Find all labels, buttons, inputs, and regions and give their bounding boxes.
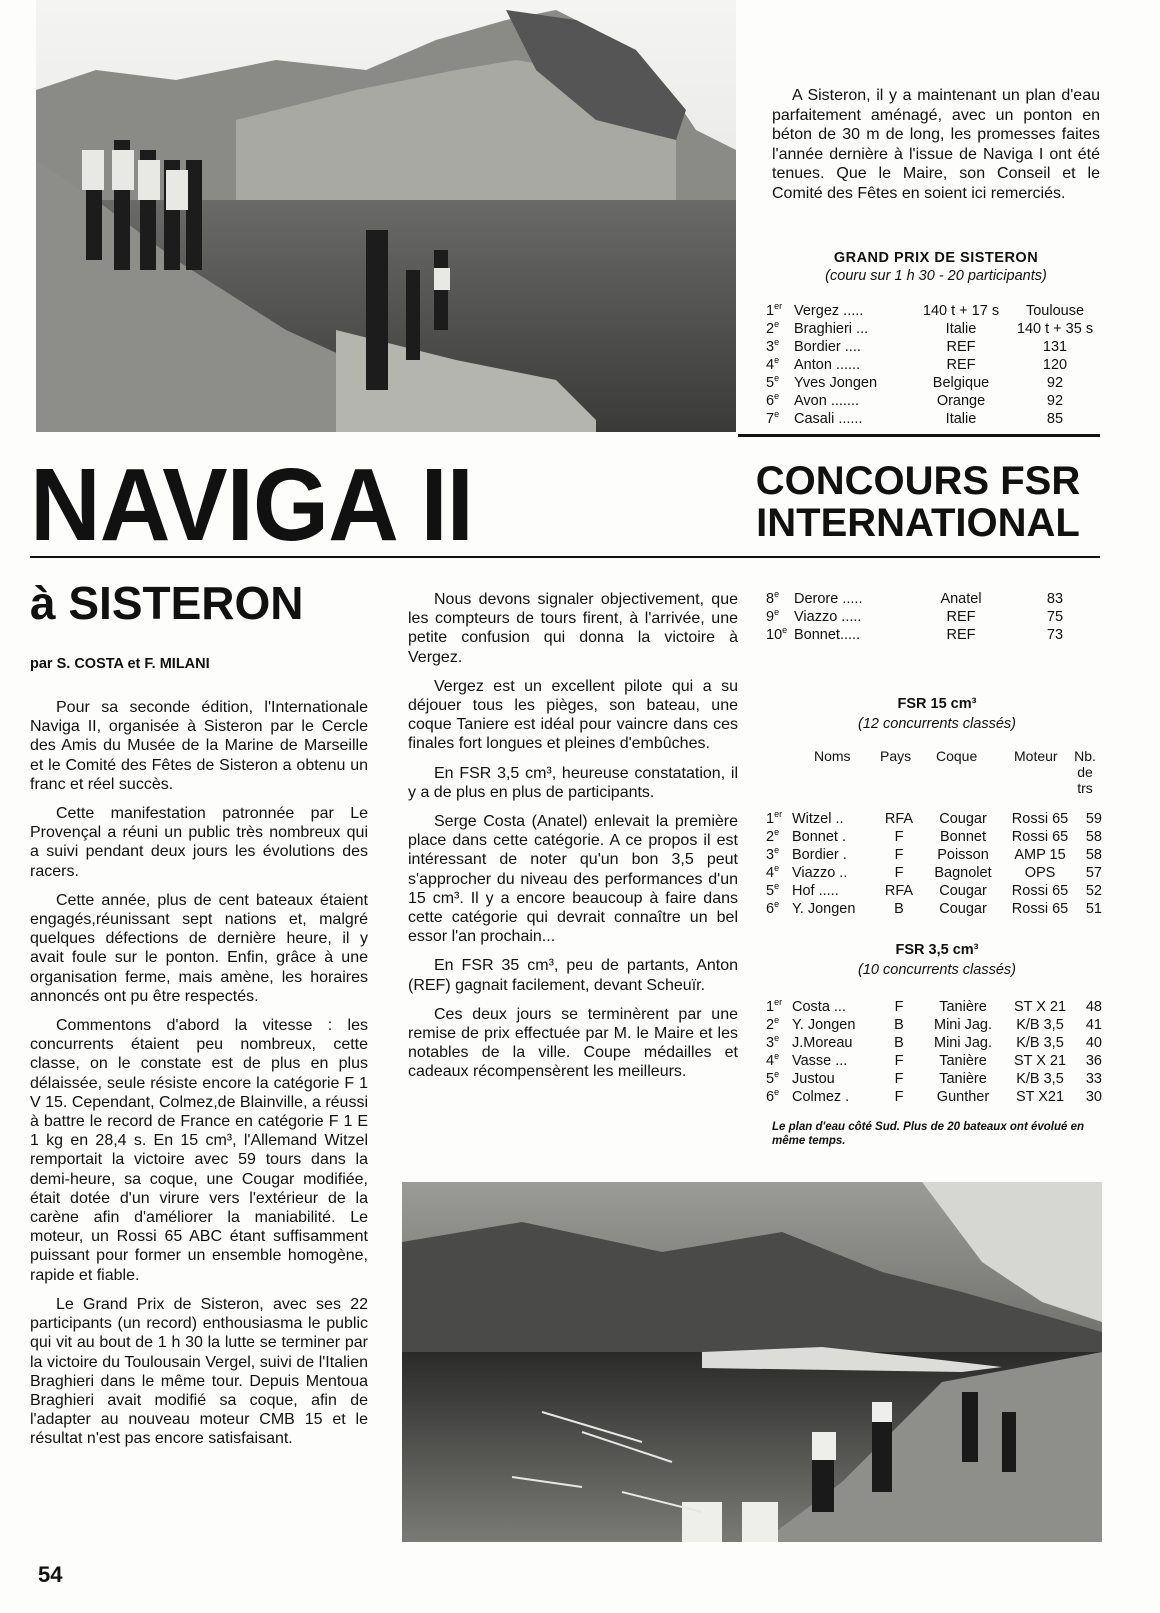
fsr35-title: FSR 3,5 cm³	[895, 942, 979, 958]
rank-number: 3	[766, 1035, 775, 1051]
competitor-name: Vasse ...	[792, 1053, 848, 1069]
competitor-country: F	[894, 999, 904, 1015]
rank-suffix: e	[774, 899, 780, 910]
competitor-hull: Mini Jag.	[933, 1017, 993, 1033]
competitor-laps: 33	[1085, 1071, 1102, 1087]
rank-number: 3	[766, 847, 775, 863]
competitor-hull: Gunther	[936, 1089, 990, 1105]
grand-prix-subtitle: (couru sur 1 h 30 - 20 participants)	[825, 268, 1047, 284]
competitor-country: Italie	[945, 321, 977, 337]
competitor-country: F	[894, 865, 904, 881]
competitor-name: Bonnet.....	[794, 627, 861, 643]
rank-suffix: e	[774, 409, 780, 420]
table-row	[766, 864, 1102, 882]
competitor-score: 92	[1046, 375, 1064, 391]
competitor-name: Viazzo ..	[792, 865, 848, 881]
headline-naviga: NAVIGA II	[30, 446, 473, 563]
competitor-score: 83	[1046, 591, 1064, 607]
competitor-name: Colmez .	[792, 1089, 850, 1105]
table-row	[766, 1088, 1102, 1106]
rank-number: 1	[766, 999, 775, 1015]
top-divider-rule	[738, 434, 1100, 437]
rank-suffix: e	[774, 1087, 780, 1098]
article-paragraph: Commentons d'abord la vitesse : les concurrents étaient peu nombreux, cette classe, on le constate est de plus en plus délaissée, seule résiste encore la catégorie F 1 V 15. Cependant, Colmez,de Blainville, a réussi à battre le record de France en catégorie F 1 E 1 kg en 28,4 s. En 15 cm³, l'Allemand Witzel remportait la victoire avec 59 tours dans la demi-heure, sa coque, une Cougar modifiée, était dotée d'un virure vers l'extérieur de la carène afin d'améliorer la maniabilité. Le moteur, un Rossi 65 ABC étant suffisamment puissant pour former un ensemble homogène, rapide et fiable.	[30, 1017, 368, 1284]
concours-line-2: INTERNATIONAL	[756, 501, 1080, 545]
competitor-motor: K/B 3,5	[1016, 1035, 1064, 1051]
rank-number: 1	[766, 303, 775, 319]
competitor-motor: Rossi 65	[1011, 883, 1069, 899]
concours-line-1: CONCOURS FSR	[755, 459, 1081, 503]
competitor-name: Anton ......	[794, 357, 861, 373]
rank-suffix: e	[774, 337, 780, 348]
competitor-name: Avon .......	[794, 393, 860, 409]
intro-paragraph	[772, 86, 1100, 203]
competitor-country: B	[894, 1035, 904, 1051]
rank-cell	[766, 374, 794, 392]
rank-number: 5	[766, 1071, 775, 1087]
table-row	[766, 626, 1100, 644]
competitor-motor: K/B 3,5	[1016, 1017, 1064, 1033]
rank-number: 9	[766, 609, 775, 625]
competitor-name: Costa ...	[792, 999, 846, 1015]
competitor-hull: Tanière	[939, 1071, 987, 1087]
competitor-laps: 58	[1085, 847, 1102, 863]
competitor-country: Italie	[945, 411, 977, 427]
rank-cell	[766, 626, 794, 644]
table-row	[766, 846, 1102, 864]
rank-cell	[766, 810, 792, 828]
competitor-hull: Poisson	[937, 847, 989, 863]
competitor-laps: 58	[1085, 829, 1102, 845]
rank-suffix: er	[774, 301, 783, 312]
rank-number: 4	[766, 357, 775, 373]
rank-cell	[766, 608, 794, 626]
article-paragraph: Nous devons signaler objectivement, que les compteurs de tours firent, à l'arrivée, une petite confusion qui donna la victoire à Vergez.	[408, 591, 738, 666]
competitor-laps: 41	[1085, 1017, 1102, 1033]
grand-prix-results-continued	[766, 590, 1100, 644]
competitor-country: F	[894, 1071, 904, 1087]
rank-suffix: e	[774, 391, 780, 402]
rank-cell	[766, 828, 792, 846]
rank-cell	[766, 392, 794, 410]
competitor-score: 73	[1046, 627, 1064, 643]
header-pays: Pays	[880, 748, 912, 764]
competitor-name: J.Moreau	[792, 1035, 853, 1051]
rank-cell	[766, 1034, 792, 1052]
competitor-laps: 51	[1085, 901, 1102, 917]
competitor-laps: 57	[1085, 865, 1102, 881]
table-row	[766, 320, 1100, 338]
rank-number: 2	[766, 321, 775, 337]
table-row	[766, 1070, 1102, 1088]
header-noms: Noms	[814, 748, 851, 764]
competitor-country: REF	[946, 339, 976, 355]
competitor-name: Justou	[792, 1071, 835, 1087]
competitor-laps: 48	[1085, 999, 1102, 1015]
table-row	[766, 998, 1102, 1016]
competitor-hull: Tanière	[939, 1053, 987, 1069]
competitor-country: RFA	[884, 883, 914, 899]
competitor-name: Braghieri ...	[794, 321, 869, 337]
competitor-hull: Tanière	[939, 999, 987, 1015]
rank-cell	[766, 900, 792, 918]
header-moteur: Moteur	[1014, 748, 1058, 764]
competitor-country: B	[894, 1017, 904, 1033]
article-paragraph: Le Grand Prix de Sisteron, avec ses 22 participants (un record) enthousiasma le public qui vit au bout de 1 h 30 la lutte se terminer par la victoire du Toulousain Vergel, suivi de l'Italien Braghieri dans le même tour. Depuis Mentoua Braghieri avait modifié sa coque, afin de l'adapter au nouveau moteur CMB 15 et le résultat n'est pas encore satisfaisant.	[30, 1295, 368, 1448]
competitor-hull: Cougar	[939, 811, 987, 827]
competitor-country: REF	[946, 609, 976, 625]
rank-number: 1	[766, 811, 775, 827]
competitor-country: B	[894, 901, 904, 917]
table-row	[766, 374, 1100, 392]
article-paragraph: Serge Costa (Anatel) enlevait la première place dans cette catégorie. A ce propos il est intéressant de noter qu'un bon 3,5 peut s'approcher du niveau des performances d'un 15 cm³. Il y a encore beaucoup à faire dans cette catégorie qui devrait connaître un bel essor l'an prochain...	[408, 813, 738, 946]
competitor-name: Witzel ..	[792, 811, 844, 827]
rank-number: 6	[766, 1089, 775, 1105]
competitor-score: 92	[1046, 393, 1064, 409]
rank-number: 7	[766, 411, 775, 427]
article-paragraph: Pour sa seconde édition, l'Internationale Naviga II, organisée à Sisteron par le Cercle des Amis du Musée de la Marine de Marseille et le Comité des Fêtes de Sisteron a obtenu un franc et réel succès.	[30, 699, 368, 793]
article-paragraph: En FSR 35 cm³, peu de partants, Anton (REF) gagnait facilement, devant Scheuïr.	[408, 957, 738, 994]
competitor-motor: OPS	[1024, 865, 1056, 881]
table-row	[766, 1034, 1102, 1052]
rank-suffix: e	[774, 881, 780, 892]
competitor-motor: AMP 15	[1014, 847, 1066, 863]
competitor-country: F	[894, 829, 904, 845]
competitor-motor: Rossi 65	[1011, 811, 1069, 827]
byline: par S. COSTA et F. MILANI	[30, 656, 210, 672]
article-paragraph: Cette manifestation patronnée par Le Provençal a réuni un public très nombreux qui a suivi pendant deux jours les évolutions des racers.	[30, 805, 368, 880]
competitor-name: Vergez .....	[794, 303, 864, 319]
rank-cell	[766, 846, 792, 864]
competitor-laps: 40	[1085, 1035, 1102, 1051]
rank-suffix: e	[774, 607, 780, 618]
rank-number: 6	[766, 393, 775, 409]
competitor-laps: 59	[1085, 811, 1102, 827]
competitor-name: Derore .....	[794, 591, 863, 607]
rank-number: 10	[766, 627, 783, 643]
rank-cell	[766, 410, 794, 428]
competitor-name: Bordier .	[792, 847, 847, 863]
competitor-score: 85	[1046, 411, 1064, 427]
article-paragraph: Cette année, plus de cent bateaux étaient engagés,réunissant sept nations et, malgré quelques défections de dernière heure, il y avait foule sur le ponton. Enfin, grâce à une organisation ferme, mais amène, les horaires annoncés ont pu être respectés.	[30, 891, 368, 1005]
grand-prix-results-table	[766, 302, 1100, 428]
grand-prix-title: GRAND PRIX DE SISTERON	[833, 250, 1039, 266]
rank-suffix: e	[774, 355, 780, 366]
competitor-name: Y. Jongen	[792, 1017, 856, 1033]
competitor-motor: Rossi 65	[1011, 901, 1069, 917]
competitor-hull: Bonnet	[940, 829, 986, 845]
page-number: 54	[38, 1562, 63, 1587]
rank-suffix: e	[774, 589, 780, 600]
rank-suffix: e	[774, 1069, 780, 1080]
fsr35-results-table	[766, 998, 1102, 1106]
rank-suffix: er	[774, 809, 783, 820]
header-nb-trs: Nb. de trs	[1074, 748, 1096, 796]
rank-suffix: e	[774, 1033, 780, 1044]
rank-suffix: er	[774, 997, 783, 1008]
table-row	[766, 810, 1102, 828]
competitor-name: Viazzo .....	[794, 609, 862, 625]
competitor-country: 140 t + 17 s	[922, 303, 1000, 319]
photo-sisteron-pontoon	[36, 0, 736, 432]
rank-number: 5	[766, 883, 775, 899]
rank-number: 6	[766, 901, 775, 917]
fsr35-subtitle: (10 concurrents classés)	[858, 962, 1016, 978]
competitor-motor: ST X 21	[1013, 999, 1067, 1015]
rank-number: 4	[766, 865, 775, 881]
rank-cell	[766, 882, 792, 900]
fsr15-title: FSR 15 cm³	[897, 696, 977, 712]
rank-number: 2	[766, 829, 775, 845]
table-row	[766, 900, 1102, 918]
rank-cell	[766, 864, 792, 882]
rank-cell	[766, 356, 794, 374]
competitor-name: Casali ......	[794, 411, 863, 427]
table-row	[766, 392, 1100, 410]
competitor-score: Toulouse	[1025, 303, 1085, 319]
rank-cell	[766, 1070, 792, 1088]
rank-cell	[766, 338, 794, 356]
table-row	[766, 828, 1102, 846]
article-paragraph: Ces deux jours se terminèrent par une remise de prix effectuée par M. le Maire et les notables de la ville. Coupe médailles et cadeaux récompensèrent les meilleurs.	[408, 1005, 738, 1081]
competitor-name: Y. Jongen	[792, 901, 856, 917]
article-column-2	[408, 590, 738, 1092]
rank-suffix: e	[774, 827, 780, 838]
rank-suffix: e	[782, 625, 788, 636]
competitor-name: Bordier ....	[794, 339, 861, 355]
competitor-hull: Bagnolet	[934, 865, 992, 881]
subheadline-sisteron: à SISTERON	[30, 577, 304, 629]
competitor-country: F	[894, 1089, 904, 1105]
competitor-motor: K/B 3,5	[1016, 1071, 1064, 1087]
photo-caption: Le plan d'eau côté Sud. Plus de 20 bateaux ont évolué en même temps.	[772, 1121, 1085, 1147]
header-coque: Coque	[936, 748, 978, 764]
table-row	[766, 356, 1100, 374]
rank-cell	[766, 320, 794, 338]
article-column-1	[30, 698, 368, 1459]
table-row	[766, 882, 1102, 900]
competitor-laps: 30	[1085, 1089, 1102, 1105]
fsr15-results-table	[766, 810, 1102, 918]
rank-suffix: e	[774, 373, 780, 384]
competitor-country: REF	[946, 357, 976, 373]
competitor-hull: Cougar	[939, 901, 987, 917]
rank-suffix: e	[774, 1015, 780, 1026]
article-paragraph: Vergez est un excellent pilote qui a su déjouer tous les pièges, son bateau, une coque Taniere est idéal pour vaincre dans ces finales fort longues et pleines d'embûches.	[408, 677, 738, 753]
competitor-motor: ST X21	[1015, 1089, 1065, 1105]
competitor-score: 75	[1046, 609, 1064, 625]
competitor-score: 120	[1042, 357, 1068, 373]
rank-suffix: e	[774, 319, 780, 330]
competitor-hull: Cougar	[939, 883, 987, 899]
rank-suffix: e	[774, 1051, 780, 1062]
table-row	[766, 1016, 1102, 1034]
rank-number: 2	[766, 1017, 775, 1033]
rank-cell	[766, 1016, 792, 1034]
table-row	[766, 338, 1100, 356]
competitor-country: Anatel	[940, 591, 982, 607]
rank-suffix: e	[774, 863, 780, 874]
competitor-motor: ST X 21	[1013, 1053, 1067, 1069]
competitor-country: F	[894, 1053, 904, 1069]
rank-cell	[766, 998, 792, 1016]
competitor-score: 140 t + 35 s	[1016, 321, 1094, 337]
competitor-country: RFA	[884, 811, 914, 827]
photo-lake-south	[402, 1182, 1102, 1542]
rank-cell	[766, 1088, 792, 1106]
competitor-score: 131	[1042, 339, 1068, 355]
competitor-country: F	[894, 847, 904, 863]
competitor-country: Orange	[936, 393, 986, 409]
rank-suffix: e	[774, 845, 780, 856]
headline-concours	[738, 460, 1098, 544]
rank-cell	[766, 302, 794, 320]
competitor-name: Bonnet .	[792, 829, 847, 845]
fsr15-subtitle: (12 concurrents classés)	[858, 716, 1016, 732]
competitor-country: REF	[946, 627, 976, 643]
competitor-laps: 36	[1085, 1053, 1102, 1069]
competitor-name: Hof .....	[792, 883, 839, 899]
rank-number: 5	[766, 375, 775, 391]
table-row	[766, 590, 1100, 608]
intro-text: A Sisteron, il y a maintenant un plan d'eau parfaitement aménagé, avec un ponton en béton de 30 m de long, les promesses faites l'année dernière à l'issue de Naviga I ont été tenues. Que le Maire, son Conseil et le Comité des Fêtes en soient ici remerciés.	[772, 87, 1100, 202]
rank-cell	[766, 590, 794, 608]
table-row	[766, 1052, 1102, 1070]
competitor-hull: Mini Jag.	[933, 1035, 993, 1051]
rank-cell	[766, 1052, 792, 1070]
competitor-laps: 52	[1085, 883, 1102, 899]
rank-number: 3	[766, 339, 775, 355]
table-row	[766, 410, 1100, 428]
rank-number: 8	[766, 591, 775, 607]
competitor-name: Yves Jongen	[794, 375, 878, 391]
competitor-motor: Rossi 65	[1011, 829, 1069, 845]
rank-number: 4	[766, 1053, 775, 1069]
table-row	[766, 302, 1100, 320]
competitor-country: Belgique	[932, 375, 990, 391]
article-paragraph: En FSR 3,5 cm³, heureuse constatation, il y a de plus en plus de participants.	[408, 764, 738, 801]
table-row	[766, 608, 1100, 626]
